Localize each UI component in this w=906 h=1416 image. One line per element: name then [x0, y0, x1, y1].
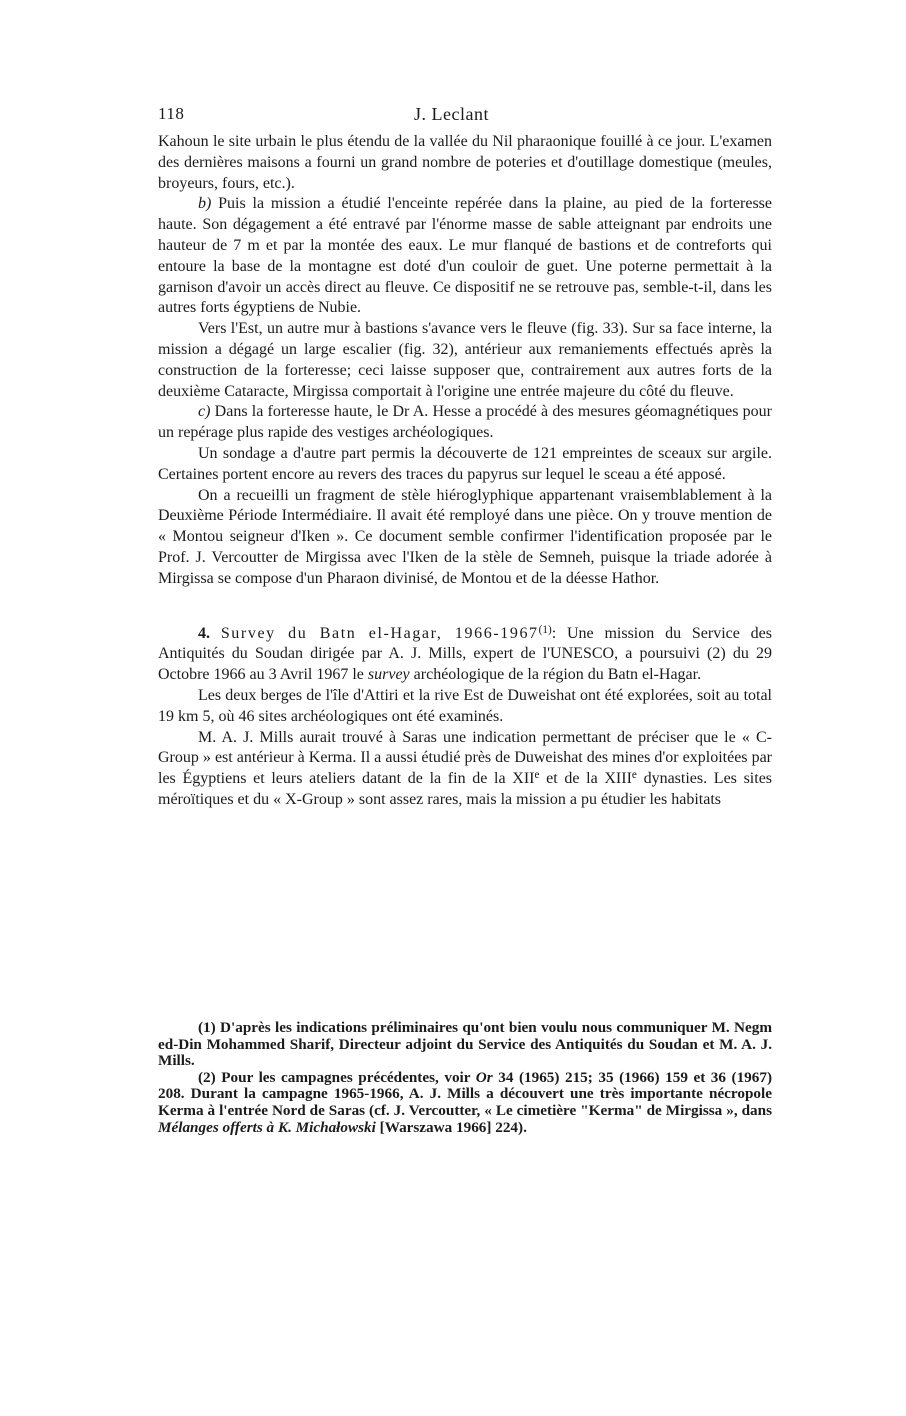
footnote-ref: 1 [542, 623, 548, 636]
paragraph-text: Puis la mission a étudié l'enceinte repérée dans la plaine, au pied de la forteresse haute. Son dégagement a été entravé par l'énorme masse de sable atteignant par endroits une hauteur de 7 m et par la montée des eaux. Le mur flanqué de bastions et de contreforts qui entoure la base de la montagne est doté d'un couloir de guet. Une poterne permettait à la garnison d'avoir un accès direct au fleuve. Ce dispositif ne se retrouve pas, semble-t-il, dans les autres forts égyptiens de Nubie. [158, 195, 772, 317]
book-title: Mélanges offerts à K. Michałowski [158, 1118, 376, 1136]
paragraph [158, 728, 772, 811]
superscript: e [631, 769, 637, 782]
paragraph [158, 194, 772, 319]
footnote-marker: (1) [198, 1019, 216, 1036]
footnote-text: [Warszawa 1966] 224). [379, 1118, 527, 1136]
footnote-ref: 2 [712, 645, 721, 663]
paragraph [158, 402, 772, 444]
paragraph-text: M. A. J. Mills aurait trouvé à Saras une indication permettant de préciser que le « C-Group » est antérieur à Kerma. Il a aussi étudié près de Duweishat des mines d'or exploitées par les Égyptiens et leurs ateliers datant de la fin de la XII [158, 728, 772, 788]
running-title: J. Leclant [414, 104, 489, 124]
italic-word: survey [367, 666, 410, 684]
page-number: 118 [158, 104, 185, 123]
footnote-marker: (2) [198, 1068, 216, 1086]
paragraph-text: Dans la forteresse haute, le Dr A. Hesse a procédé à des mesures géomagnétiques pour un repérage plus rapide des vestiges archéologiques. [158, 403, 773, 442]
paragraph: Vers l'Est, un autre mur à bastions s'avance vers le fleuve (fig. 33). Sur sa face interne, la mission a dégagé un large escalier (fig. 32), antérieur aux remaniements effectués après la construction de la forteresse; ceci laisse supposer que, contrairement aux autres forts de la deuxième Cataracte, Mirgissa comportait à l'origine une entrée majeure du côté du fleuve. [158, 320, 772, 400]
paragraph-text: et de la XIII [539, 770, 632, 788]
page-header [158, 104, 772, 132]
footnote-text: D'après les indications préliminaires qu'ont bien voulu nous communiquer M. Negm ed-Din Mohammed Sharif, Directeur adjoint du Service des Antiquités du Soudan et M. A. J. Mills. [158, 1019, 772, 1070]
main-text [158, 132, 772, 811]
superscript: e [534, 769, 540, 782]
paragraph-text: archéologique de la région du Batn el-Hagar. [413, 666, 702, 684]
item-label: c) [198, 403, 211, 421]
paragraph-text: dynasties. Les sites méroïtiques et du « X-Group » sont assez rares, mais la mission a pu étudier les habitats [158, 770, 773, 808]
paragraph: Un sondage a d'autre part permis la découverte de 121 empreintes de sceaux sur argile. Certaines portent encore au revers des traces du papyrus sur lequel le sceau a été apposé. [158, 444, 772, 483]
footnote [158, 1070, 772, 1136]
journal-abbrev: Or [475, 1068, 493, 1086]
footnote [158, 1020, 772, 1070]
footnote-text: 34 (1965) 215; 35 (1966) 159 et 36 (1967) 208. Durant la campagne 1965-1966, A. J. Mills a découvert une très importante nécropole Kerma à l'entrée Nord de Saras (cf. J. Vercoutter, « Le cimetière "Kerma" de Mirgissa », dans [158, 1068, 773, 1119]
paragraph: Kahoun le site urbain le plus étendu de la vallée du Nil pharaonique fouillé à ce jour. L'examen des dernières maisons a fourni un grand nombre de poteries et d'outillage domestique (meules, broyeurs, fours, etc.). [158, 133, 772, 192]
footnotes [158, 1020, 772, 1136]
footnote-text: Pour les campagnes précédentes, voir [221, 1068, 471, 1086]
item-label: b) [198, 195, 212, 213]
paragraph: Les deux berges de l'île d'Attiri et la rive Est de Duweishat ont été explorées, soit au total 19 km 5, où 46 sites archéologiques ont été examinés. [158, 686, 772, 725]
paragraph-text: : Une mission du Service des Antiquités du Soudan dirigée par A. J. Mills, expert de l'UNESCO, a poursuivi ( [158, 624, 772, 663]
paragraph-text: ) du 29 Octobre 1966 au 3 Avril 1967 le [158, 645, 772, 684]
section-number: 4. [198, 624, 210, 642]
section-heading: Survey du Batn el-Hagar, 1966-1967 [220, 624, 539, 642]
section-paragraph: 4. Survey du Batn el-Hagar, 1966-1967$^{(1)}$: Une mission du Service des Antiquités du Soudan dirigée par A. J. Mills, expert de l'UNESCO, a poursuivi (2) du 29 Octobre 1966 au 3 Avril 1967 le survey archéologique de la région du Batn el-Hagar. [158, 623, 772, 684]
paragraph: On a recueilli un fragment de stèle hiéroglyphique appartenant vraisemblablement à la Deuxième Période Intermédiaire. Il avait été remployé dans une pièce. On y trouve mention de « Montou seigneur d'Iken ». Ce document semble confirmer l'identification proposée par le Prof. J. Vercoutter de Mirgissa avec l'Iken de la stèle de Semneh, puisque la triade adorée à Mirgissa se compose d'un Pharaon divinisé, de Montou et de la déesse Hathor. [158, 486, 772, 587]
